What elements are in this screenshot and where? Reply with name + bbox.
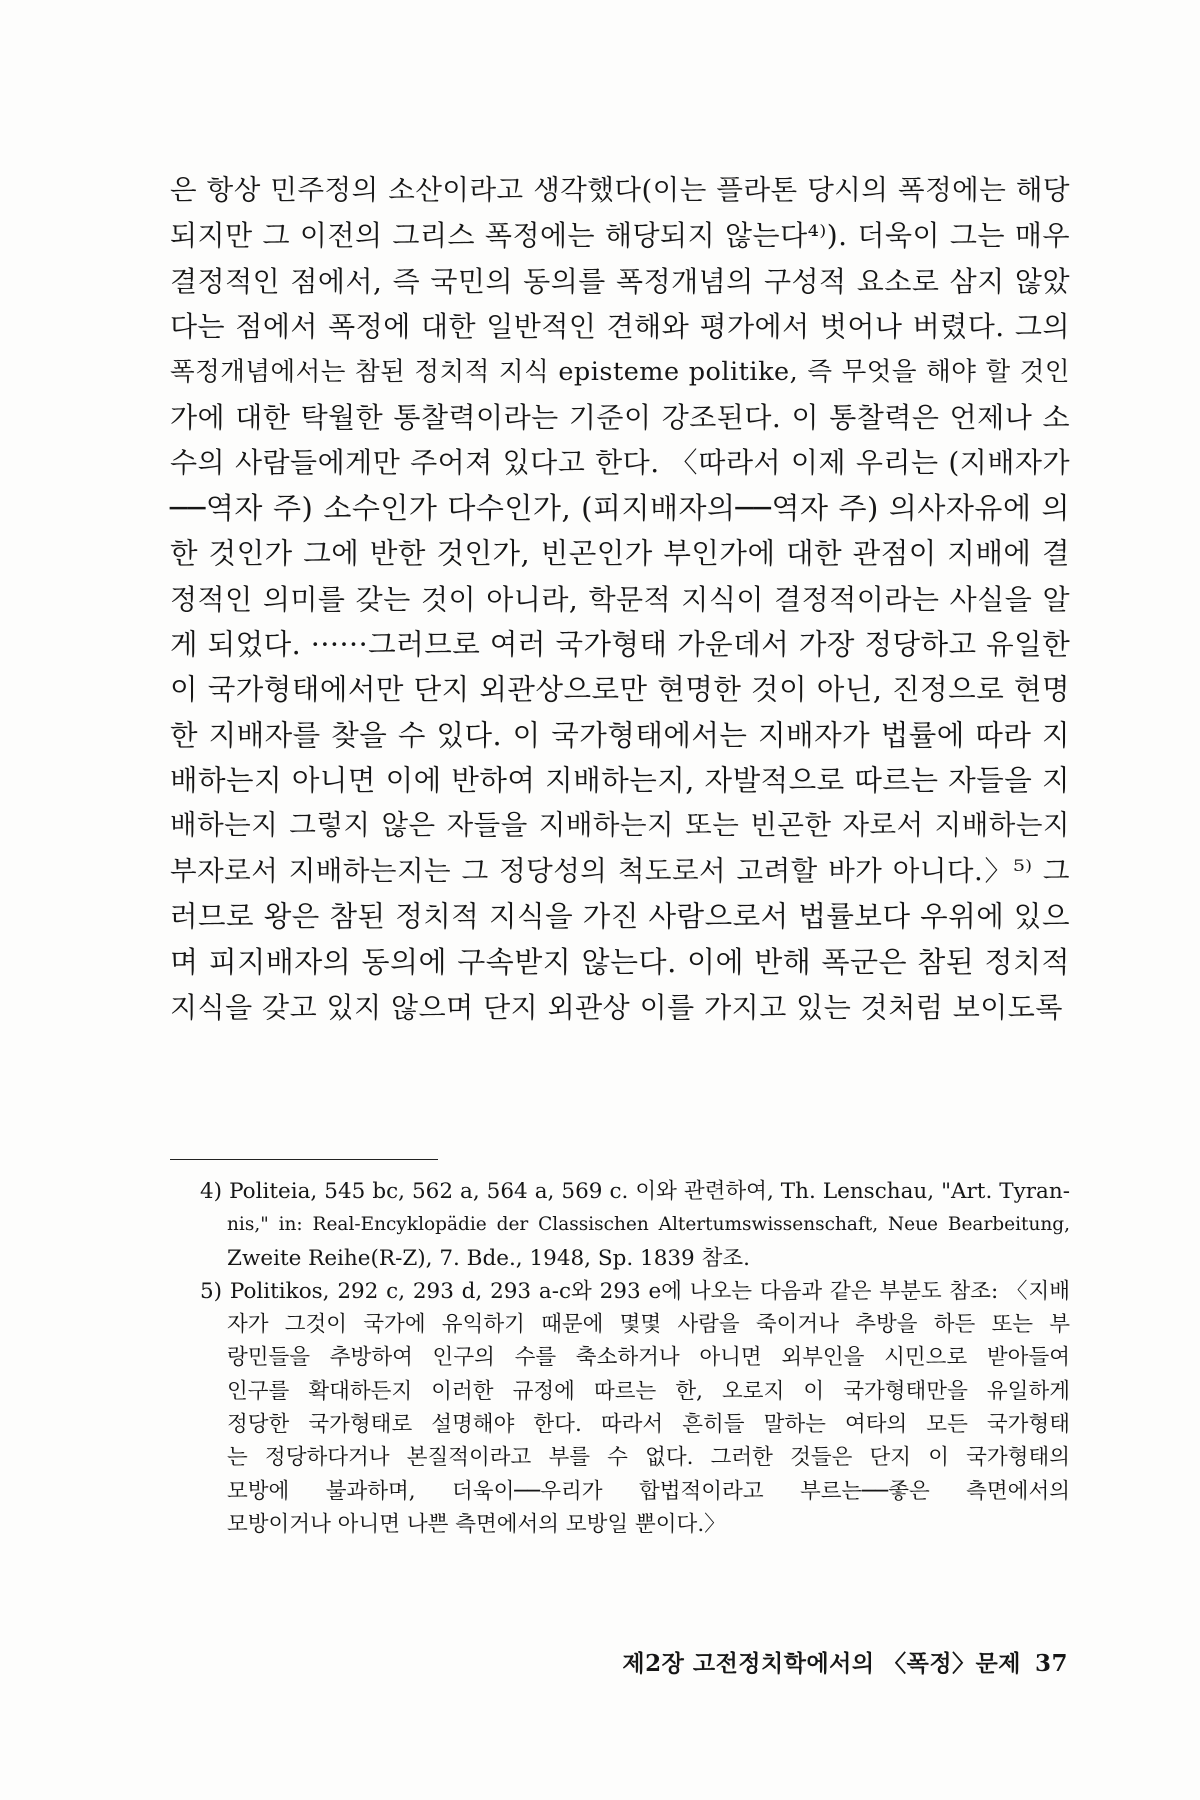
running-footer — [622, 1645, 1068, 1678]
body-line: 배하는지 아니면 이에 반하여 지배하는지, 자발적으로 따르는 자들을 지 — [170, 764, 1070, 798]
body-line: 다는 점에서 폭정에 대한 일반적인 견해와 평가에서 벗어나 버렸다. 그의 — [170, 310, 1070, 344]
chapter-title: 제2장 고전정치학에서의 〈폭정〉문제 — [622, 1650, 1021, 1677]
footnote-line: nis," in: Real-Encyklopädie der Classischen Altertumswissenschaft, Neue Bearbeitung, — [227, 1214, 1070, 1236]
footnote-line: 인구를 확대하든지 이러한 규정에 따르는 한, 오로지 이 국가형태만을 유일하게 — [227, 1378, 1070, 1404]
body-line: 한 것인가 그에 반한 것인가, 빈곤인가 부인가에 대한 관점이 지배에 결 — [170, 537, 1070, 571]
body-line: ──역자 주) 소수인가 다수인가, (피지배자의──역자 주) 의사자유에 의 — [170, 490, 1070, 525]
body-line: 가에 대한 탁월한 통찰력이라는 기준이 강조된다. 이 통찰력은 언제나 소 — [170, 400, 1070, 434]
body-line: 한 지배자를 찾을 수 있다. 이 국가형태에서는 지배자가 법률에 따라 지 — [170, 718, 1070, 752]
footnote-line: 자가 그것이 국가에 유익하기 때문에 몇몇 사람을 죽이거나 추방을 하든 또는 부 — [227, 1312, 1070, 1338]
footnotes — [200, 1175, 1070, 1541]
footnote-separator — [170, 1159, 438, 1160]
body-line: 부자로서 지배하는지는 그 정당성의 척도로서 고려할 바가 아니다.〉⁵⁾ 그 — [170, 854, 1070, 887]
body-line: 배하는지 그렇지 않은 자들을 지배하는지 또는 빈곤한 자로서 지배하는지 — [170, 809, 1070, 842]
footnote-line: 모방에 불과하며, 더욱이──우리가 합법적이라고 부르는──좋은 측면에서의 — [227, 1478, 1070, 1504]
body-line: 결정적인 점에서, 즉 국민의 동의를 폭정개념의 구성적 요소로 삼지 않았 — [170, 264, 1070, 298]
body-line: 이 국가형태에서만 단지 외관상으로만 현명한 것이 아닌, 진정으로 현명 — [170, 673, 1070, 707]
body-line: 게 되었다. ······그러므로 여러 국가형태 가운데서 가장 정당하고 유일한 — [170, 627, 1071, 661]
body-line: 정적인 의미를 갖는 것이 아니라, 학문적 지식이 결정적이라는 사실을 알 — [170, 582, 1070, 616]
footnote-line: 모방이거나 아니면 나쁜 측면에서의 모방일 뿐이다.〉 — [227, 1511, 726, 1537]
footnote-line: 5) Politikos, 292 c, 293 d, 293 a-c와 293 e에 나오는 다음과 같은 부분도 참조: 〈지배 — [200, 1278, 1070, 1304]
footnote-4 — [200, 1175, 1070, 1275]
body-line: 러므로 왕은 참된 정치적 지식을 가진 사람으로서 법률보다 우위에 있으 — [170, 900, 1070, 934]
footnote-5 — [200, 1275, 1070, 1541]
footnote-line: Zweite Reihe(R-Z), 7. Bde., 1948, Sp. 1839 참조. — [227, 1245, 750, 1271]
body-line: 은 항상 민주정의 소산이라고 생각했다(이는 플라톤 당시의 폭정에는 해당 — [170, 174, 1070, 206]
footnote-line: 랑민들을 추방하여 인구의 수를 축소하거나 아니면 외부인을 시민으로 받아들여 — [227, 1345, 1070, 1371]
body-line: 폭정개념에서는 참된 정치적 지식 episteme politike, 즉 무엇을 해야 할 것인 — [170, 356, 1070, 387]
body-text — [170, 168, 1070, 1030]
body-line: 되지만 그 이전의 그리스 폭정에는 해당되지 않는다⁴⁾). 더욱이 그는 매우 — [170, 219, 1070, 253]
body-line: 수의 사람들에게만 주어져 있다고 한다. 〈따라서 이제 우리는 (지배자가 — [170, 446, 1070, 480]
body-line: 며 피지배자의 동의에 구속받지 않는다. 이에 반해 폭군은 참된 정치적 — [170, 944, 1070, 979]
footnote-line: 정당한 국가형태로 설명해야 한다. 따라서 흔히들 말하는 여타의 모든 국가형태 — [227, 1412, 1070, 1438]
footnote-line: 4) Politeia, 545 bc, 562 a, 564 a, 569 c. 이와 관련하여, Th. Lenschau, "Art. Tyran- — [200, 1179, 1070, 1204]
body-line: 지식을 갖고 있지 않으며 단지 외관상 이를 가지고 있는 것처럼 보이도록 — [170, 991, 1063, 1025]
footnote-line: 는 정당하다거나 본질적이라고 부를 수 없다. 그러한 것들은 단지 이 국가형태의 — [227, 1445, 1070, 1471]
page-number: 37 — [1034, 1650, 1068, 1677]
